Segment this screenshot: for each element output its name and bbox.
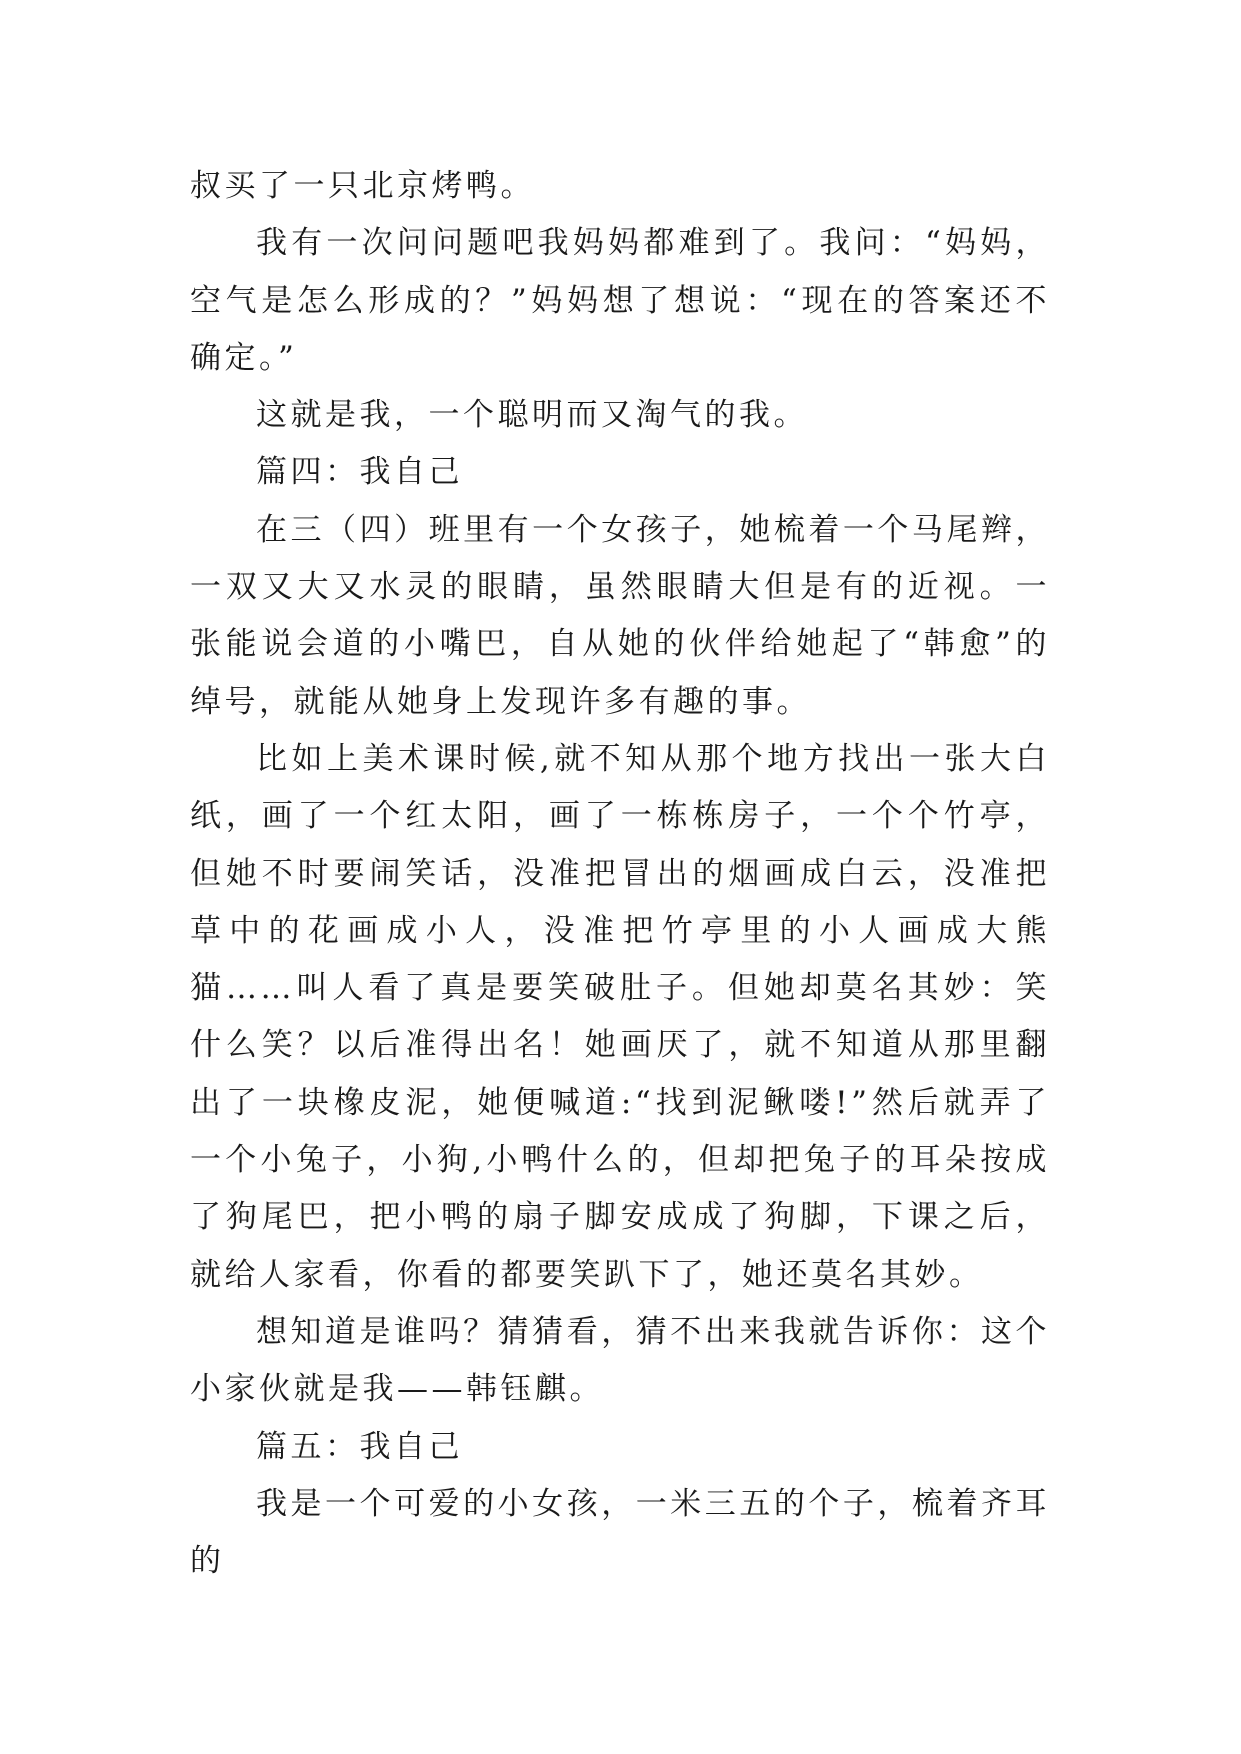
paragraph: 叔买了一只北京烤鸭。 — [190, 168, 535, 204]
paragraph: 在三（四）班里有一个女孩子，她梳着一个马尾辫，一双又大又水灵的眼睛，虽然眼睛大但是有的近视。一张能说会道的小嘴巴，自从她的伙伴给她起了“韩愈”的绰号，就能从她身上发现许多有趣的事。 — [190, 511, 1050, 720]
paragraph: 想知道是谁吗？猜猜看，猜不出来我就告诉你：这个小家伙就是我——韩钰麒。 — [190, 1313, 1050, 1408]
document-body — [190, 158, 1050, 1590]
paragraph: 这就是我，一个聪明而又淘气的我。 — [256, 397, 808, 434]
paragraph: 比如上美术课时候,就不知从那个地方找出一张大白纸，画了一个红太阳，画了一栋栋房子，一个个竹亭，但她不时要闹笑话，没准把冒出的烟画成白云，没准把草中的花画成小人，没准把竹亭里的小人画成大熊猫……叫人看了真是要笑破肚子。但她却莫名其妙：笑什么笑？以后准得出名！她画厌了，就不知道从那里翻出了一块橡皮泥，她便喊道:“找到泥鳅喽!”然后就弄了一个小兔子，小狗,小鸭什么的，但却把兔子的耳朵按成了狗尾巴，把小鸭的扇子脚安成成了狗脚，下课之后，就给人家看，你看的都要笑趴下了，她还莫名其妙。 — [190, 740, 1050, 1293]
paragraph: 我是一个可爱的小女孩，一米三五的个子，梳着齐耳的 — [190, 1485, 1050, 1580]
section-heading: 篇五：我自己 — [256, 1428, 463, 1465]
paragraph: 我有一次问问题吧我妈妈都难到了。我问：“妈妈，空气是怎么形成的？”妈妈想了想说：“现在的答案还不确定。” — [190, 225, 1050, 376]
section-heading: 篇四：我自己 — [256, 454, 463, 491]
